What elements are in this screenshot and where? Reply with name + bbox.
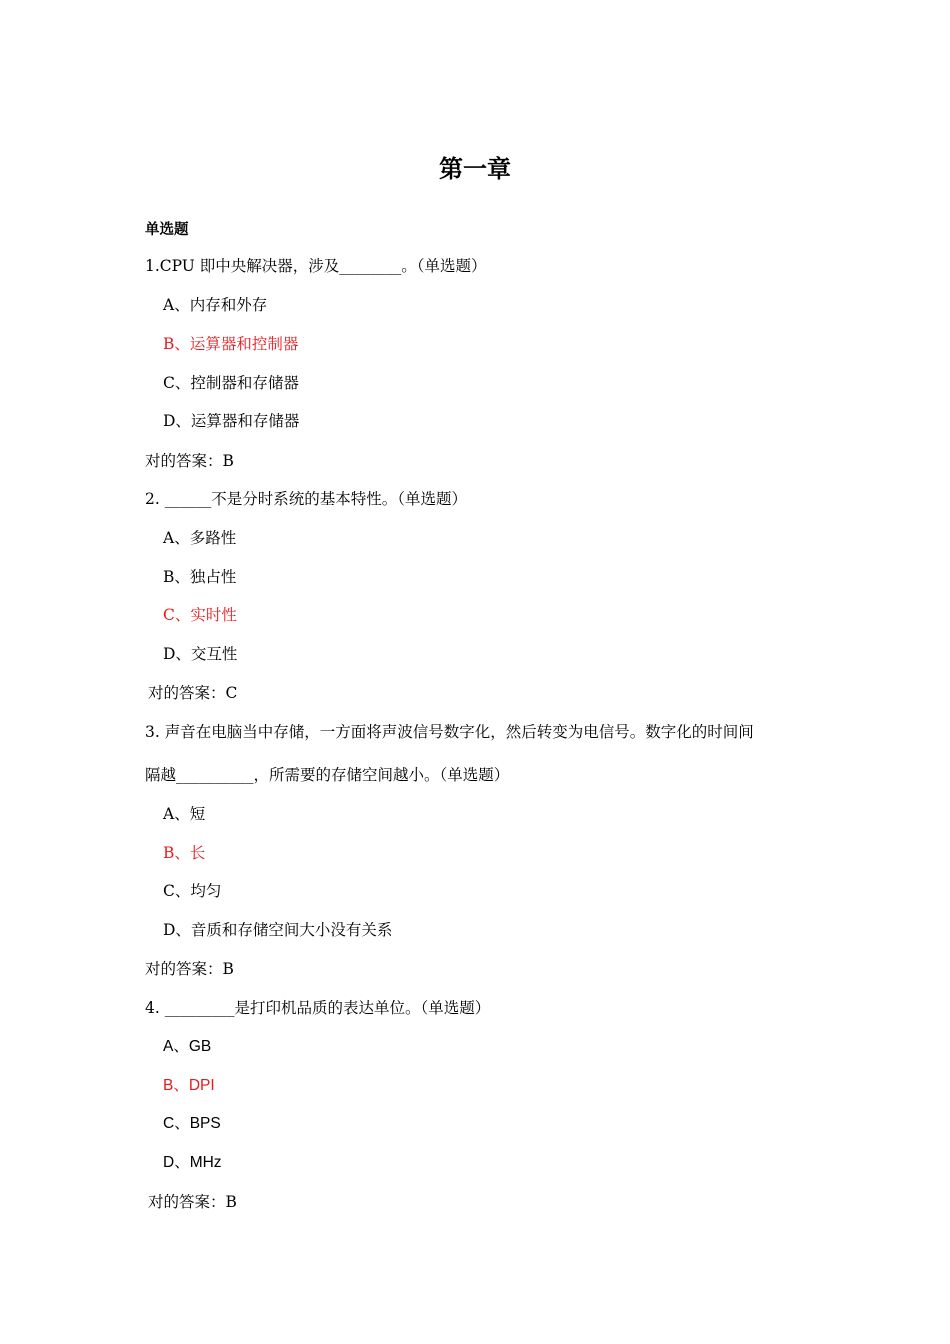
question-4-answer: 对的答案：B [148, 1193, 237, 1211]
question-1-option-d: D、运算器和存储器 [163, 412, 300, 430]
question-4-option-d: D、MHz [163, 1154, 222, 1171]
question-2-answer: 对的答案：C [148, 684, 238, 702]
question-3-answer: 对的答案：B [145, 960, 234, 978]
question-2-option-a: A、多路性 [163, 529, 237, 547]
question-3-option-c: C、均匀 [163, 882, 222, 900]
question-1-option-a: A、内存和外存 [163, 296, 268, 314]
question-1-answer: 对的答案：B [145, 452, 234, 470]
question-1-option-c: C、控制器和存储器 [163, 374, 299, 392]
question-3-option-d: D、音质和存储空间大小没有关系 [163, 921, 393, 939]
question-3-option-b: B、长 [163, 844, 206, 862]
chapter-title: 第一章 [439, 155, 511, 183]
question-2-option-d: D、交互性 [163, 645, 238, 663]
question-4-option-b: B、DPI [163, 1077, 215, 1094]
question-3-stem: 3. 声音在电脑当中存储，一方面将声波信号数字化，然后转变为电信号。数字化的时间间 [145, 723, 754, 741]
question-4-option-c: C、BPS [163, 1115, 221, 1132]
section-label: 单选题 [145, 222, 189, 238]
question-1-stem: 1.CPU 即中央解决器，涉及________。（单选题） [145, 257, 487, 275]
question-3-option-a: A、短 [163, 805, 206, 823]
question-2-stem: 2. ______不是分时系统的基本特性。（单选题） [145, 490, 467, 508]
question-4-stem: 4. _________是打印机品质的表达单位。（单选题） [145, 999, 491, 1017]
question-4-option-a: A、GB [163, 1038, 212, 1055]
question-3-stem-continued: 隔越__________，所需要的存储空间越小。（单选题） [145, 766, 510, 784]
question-2-option-c: C、实时性 [163, 606, 237, 624]
question-2-option-b: B、独占性 [163, 568, 237, 586]
question-1-option-b: B、运算器和控制器 [163, 335, 299, 353]
